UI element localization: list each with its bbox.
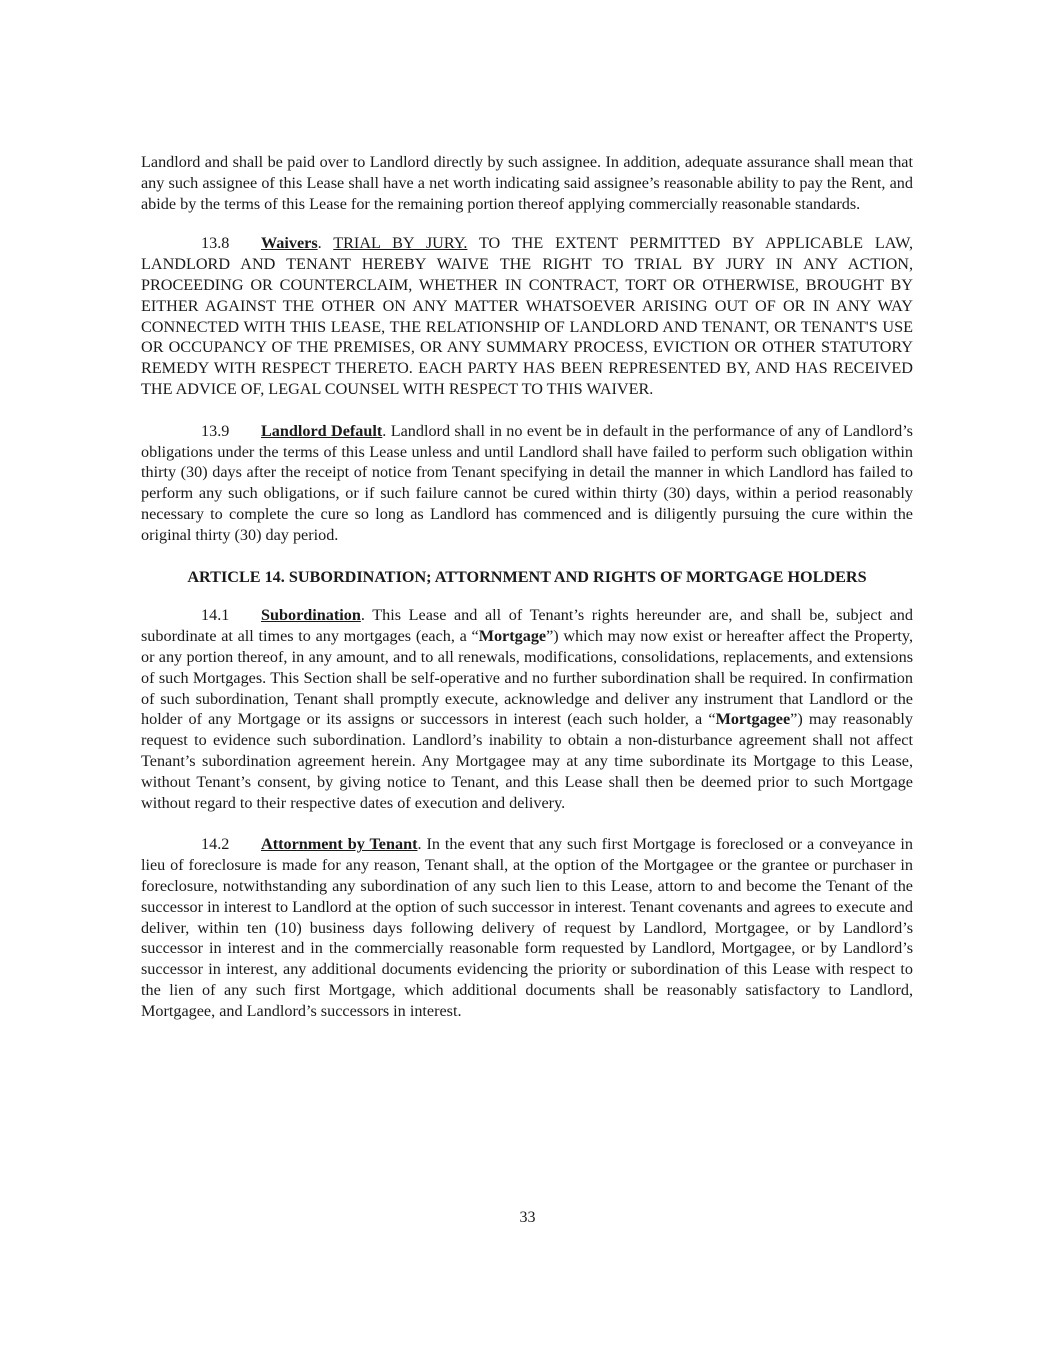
section-number: 13.8 — [201, 234, 230, 253]
section-text: Landlord shall in no event be in default in the performance of any of Landlord’s obligations under the terms of this Lease unless and until Landlord shall have failed to perform such obligation within thirty (30) days after the receipt of notice from Tenant specifying in detail the manner in which Landlord has failed to perform any such obligations, or if such failure cannot be cured within thirty (30) days, within a period reasonably necessary to complete the cure so long as Landlord has commenced and is diligently pursuing the cure within the original thirty (30) day period. — [141, 421, 913, 544]
section-heading: Subordination — [261, 606, 361, 625]
section-number: 14.1 — [201, 606, 230, 625]
section-text: TO THE EXTENT PERMITTED BY APPLICABLE LAW, LANDLORD AND TENANT HEREBY WAIVE THE RIGHT TO TRIAL BY JURY IN ANY ACTION, PROCEEDING OR COUNTERCLAIM, WHETHER IN CONTRACT, TORT OR OTHERWISE, BROUGHT BY EITHER AGAINST THE OTHER ON ANY MATTER WHATSOEVER ARISING OUT OF OR IN ANY WAY CONNECTED WITH THIS LEASE, THE RELATIONSHIP OF LANDLORD AND TENANT, OR TENANT'S USE OR OCCUPANCY OF THE PREMISES, OR ANY SUMMARY PROCESS, EVICTION OR OTHER STATUTORY REMEDY WITH RESPECT THERETO. EACH PARTY HAS BEEN REPRESENTED BY, AND HAS RECEIVED THE ADVICE OF, LEGAL COUNSEL WITH RESPECT TO THIS WAIVER. — [141, 234, 914, 398]
paragraph-intro: Landlord and shall be paid over to Landlord directly by such assignee. In addition, adequate assurance shall mean that any such assignee of this Lease shall have a net worth indicating said assignee’s reasonable ability to pay the Rent, and abide by the terms of this Lease for the remaining portion thereof applying commercially reasonable standards. — [141, 153, 913, 213]
section-13-8: 13.8 Waivers. TRIAL BY JURY. TO THE EXTENT PERMITTED BY APPLICABLE LAW, LANDLORD AND TENANT HEREBY WAIVE THE RIGHT TO TRIAL BY JURY IN ANY ACTION, PROCEEDING OR COUNTERCLAIM, WHETHER IN CONTRACT, TORT OR OTHERWISE, BROUGHT BY EITHER AGAINST THE OTHER ON ANY MATTER WHATSOEVER ARISING OUT OF OR IN ANY WAY CONNECTED WITH THIS LEASE, THE RELATIONSHIP OF LANDLORD AND TENANT, OR TENANT'S USE OR OCCUPANCY OF THE PREMISES, OR ANY SUMMARY PROCESS, EVICTION OR OTHER STATUTORY REMEDY WITH RESPECT THERETO. EACH PARTY HAS BEEN REPRESENTED BY, AND HAS RECEIVED THE ADVICE OF, LEGAL COUNSEL WITH RESPECT TO THIS WAIVER. — [141, 234, 914, 398]
section-heading: Landlord Default — [261, 421, 383, 440]
section-number: 13.9 — [201, 421, 230, 440]
section-14-1: 14.1 Subordination. This Lease and all of Tenant’s rights hereunder are, and shall be, subject and subordinate at all times to any mortgages (each, a “Mortgage”) which may now exist or hereafter affect the Property, or any portion thereof, in any amount, and to all renewals, modifications, consolidations, replacements, and extensions of such Mortgages. This Section shall be self-operative and no further subordination shall be required. In confirmation of such subordination, Tenant shall promptly execute, acknowledge and deliver any instrument that Landlord or the holder of any Mortgage or its assigns or successors in interest (each such holder, a “Mortgagee”) may reasonably request to evidence such subordination. Landlord’s inability to obtain a non-disturbance agreement shall not affect Tenant’s subordination agreement herein. Any Mortgagee may at any time subordinate its Mortgage to this Lease, without Tenant’s consent, by giving notice to Tenant, and this Lease shall then be deemed prior to such Mortgage without regard to their respective dates of execution and delivery. — [141, 606, 913, 812]
defined-term-mortgagee: Mortgagee — [715, 710, 791, 729]
section-13-9: 13.9 Landlord Default. Landlord shall in no event be in default in the performance of any of Landlord’s obligations under the terms of this Lease unless and until Landlord shall have failed to perform such obligation within thirty (30) days after the receipt of notice from Tenant specifying in detail the manner in which Landlord has failed to perform any such obligations, or if such failure cannot be cured within thirty (30) days, within a period reasonably necessary to complete the cure so long as Landlord has commenced and is diligently pursuing the cure within the original thirty (30) day period. — [141, 421, 913, 544]
defined-term-mortgage: Mortgage — [478, 627, 547, 646]
section-text-a: This Lease and all of Tenant’s rights hereunder are, and shall be, subject and subordinate at all times to any mortgages (each, a “ — [141, 606, 913, 646]
page-number: 33 — [519, 1209, 536, 1226]
document-page — [141, 152, 913, 1042]
section-14-2: 14.2 Attornment by Tenant. In the event that any such first Mortgage is foreclosed or a conveyance in lieu of foreclosure is made for any reason, Tenant shall, at the option of the Mortgagee or the grantee or purchaser in foreclosure, notwithstanding any subordination of any such lien to this Lease, attorn to and become the Tenant of the successor in interest to Landlord at the option of such successor in interest. Tenant covenants and agrees to execute and deliver, within ten (10) business days following delivery of request by Landlord, Mortgagee, or by Landlord’s successor in interest and in the commercially reasonable form requested by Landlord, Mortgagee, or by Landlord’s successor in interest, any additional documents evidencing the priority or subordination of this Lease with respect to the lien of any such first Mortgage, which additional documents shall be reasonably satisfactory to Landlord, Mortgagee, and Landlord’s successors in interest. — [141, 835, 913, 1020]
article-14-heading: ARTICLE 14. SUBORDINATION; ATTORNMENT AND RIGHTS OF MORTGAGE HOLDERS — [187, 567, 867, 586]
section-heading: Waivers — [261, 234, 318, 253]
section-text-b: ”) which may now exist or hereafter affect the Property, or any portion thereof, in any amount, and to all renewals, modifications, consolidations, replacements, and extensions of such Mortgages. This Section shall be self-operative and no further subordination shall be required. In confirmation of such subordination, Tenant shall promptly execute, acknowledge and deliver any instrument that Landlord or the holder of any Mortgage or its assigns or successors in interest (each such holder, a “ — [141, 627, 913, 729]
section-heading: Attornment by Tenant — [261, 835, 418, 854]
section-subheading: TRIAL BY JURY. — [333, 234, 468, 253]
section-number: 14.2 — [201, 835, 230, 854]
section-text-c: ”) may reasonably request to evidence such subordination. Landlord’s inability to obtain a non-disturbance agreement shall not affect Tenant’s subordination agreement herein. Any Mortgagee may at any time subordinate its Mortgage to this Lease, without Tenant’s consent, by giving notice to Tenant, and this Lease shall then be deemed prior to such Mortgage without regard to their respective dates of execution and delivery. — [141, 710, 913, 812]
section-text: In the event that any such first Mortgage is foreclosed or a conveyance in lieu of foreclosure is made for any reason, Tenant shall, at the option of the Mortgagee or the grantee or purchaser in foreclosure, notwithstanding any subordination of any such lien to this Lease, attorn to and become the Tenant of the successor in interest to Landlord at the option of such successor in interest. Tenant covenants and agrees to execute and deliver, within ten (10) business days following delivery of request by Landlord, Mortgagee, or by Landlord’s successor in interest and in the commercially reasonable form requested by Landlord, Mortgagee, or by Landlord’s successor in interest, any additional documents evidencing the priority or subordination of this Lease with respect to the lien of any such first Mortgage, which additional documents shall be reasonably satisfactory to Landlord, Mortgagee, and Landlord’s successors in interest. — [141, 835, 913, 1020]
